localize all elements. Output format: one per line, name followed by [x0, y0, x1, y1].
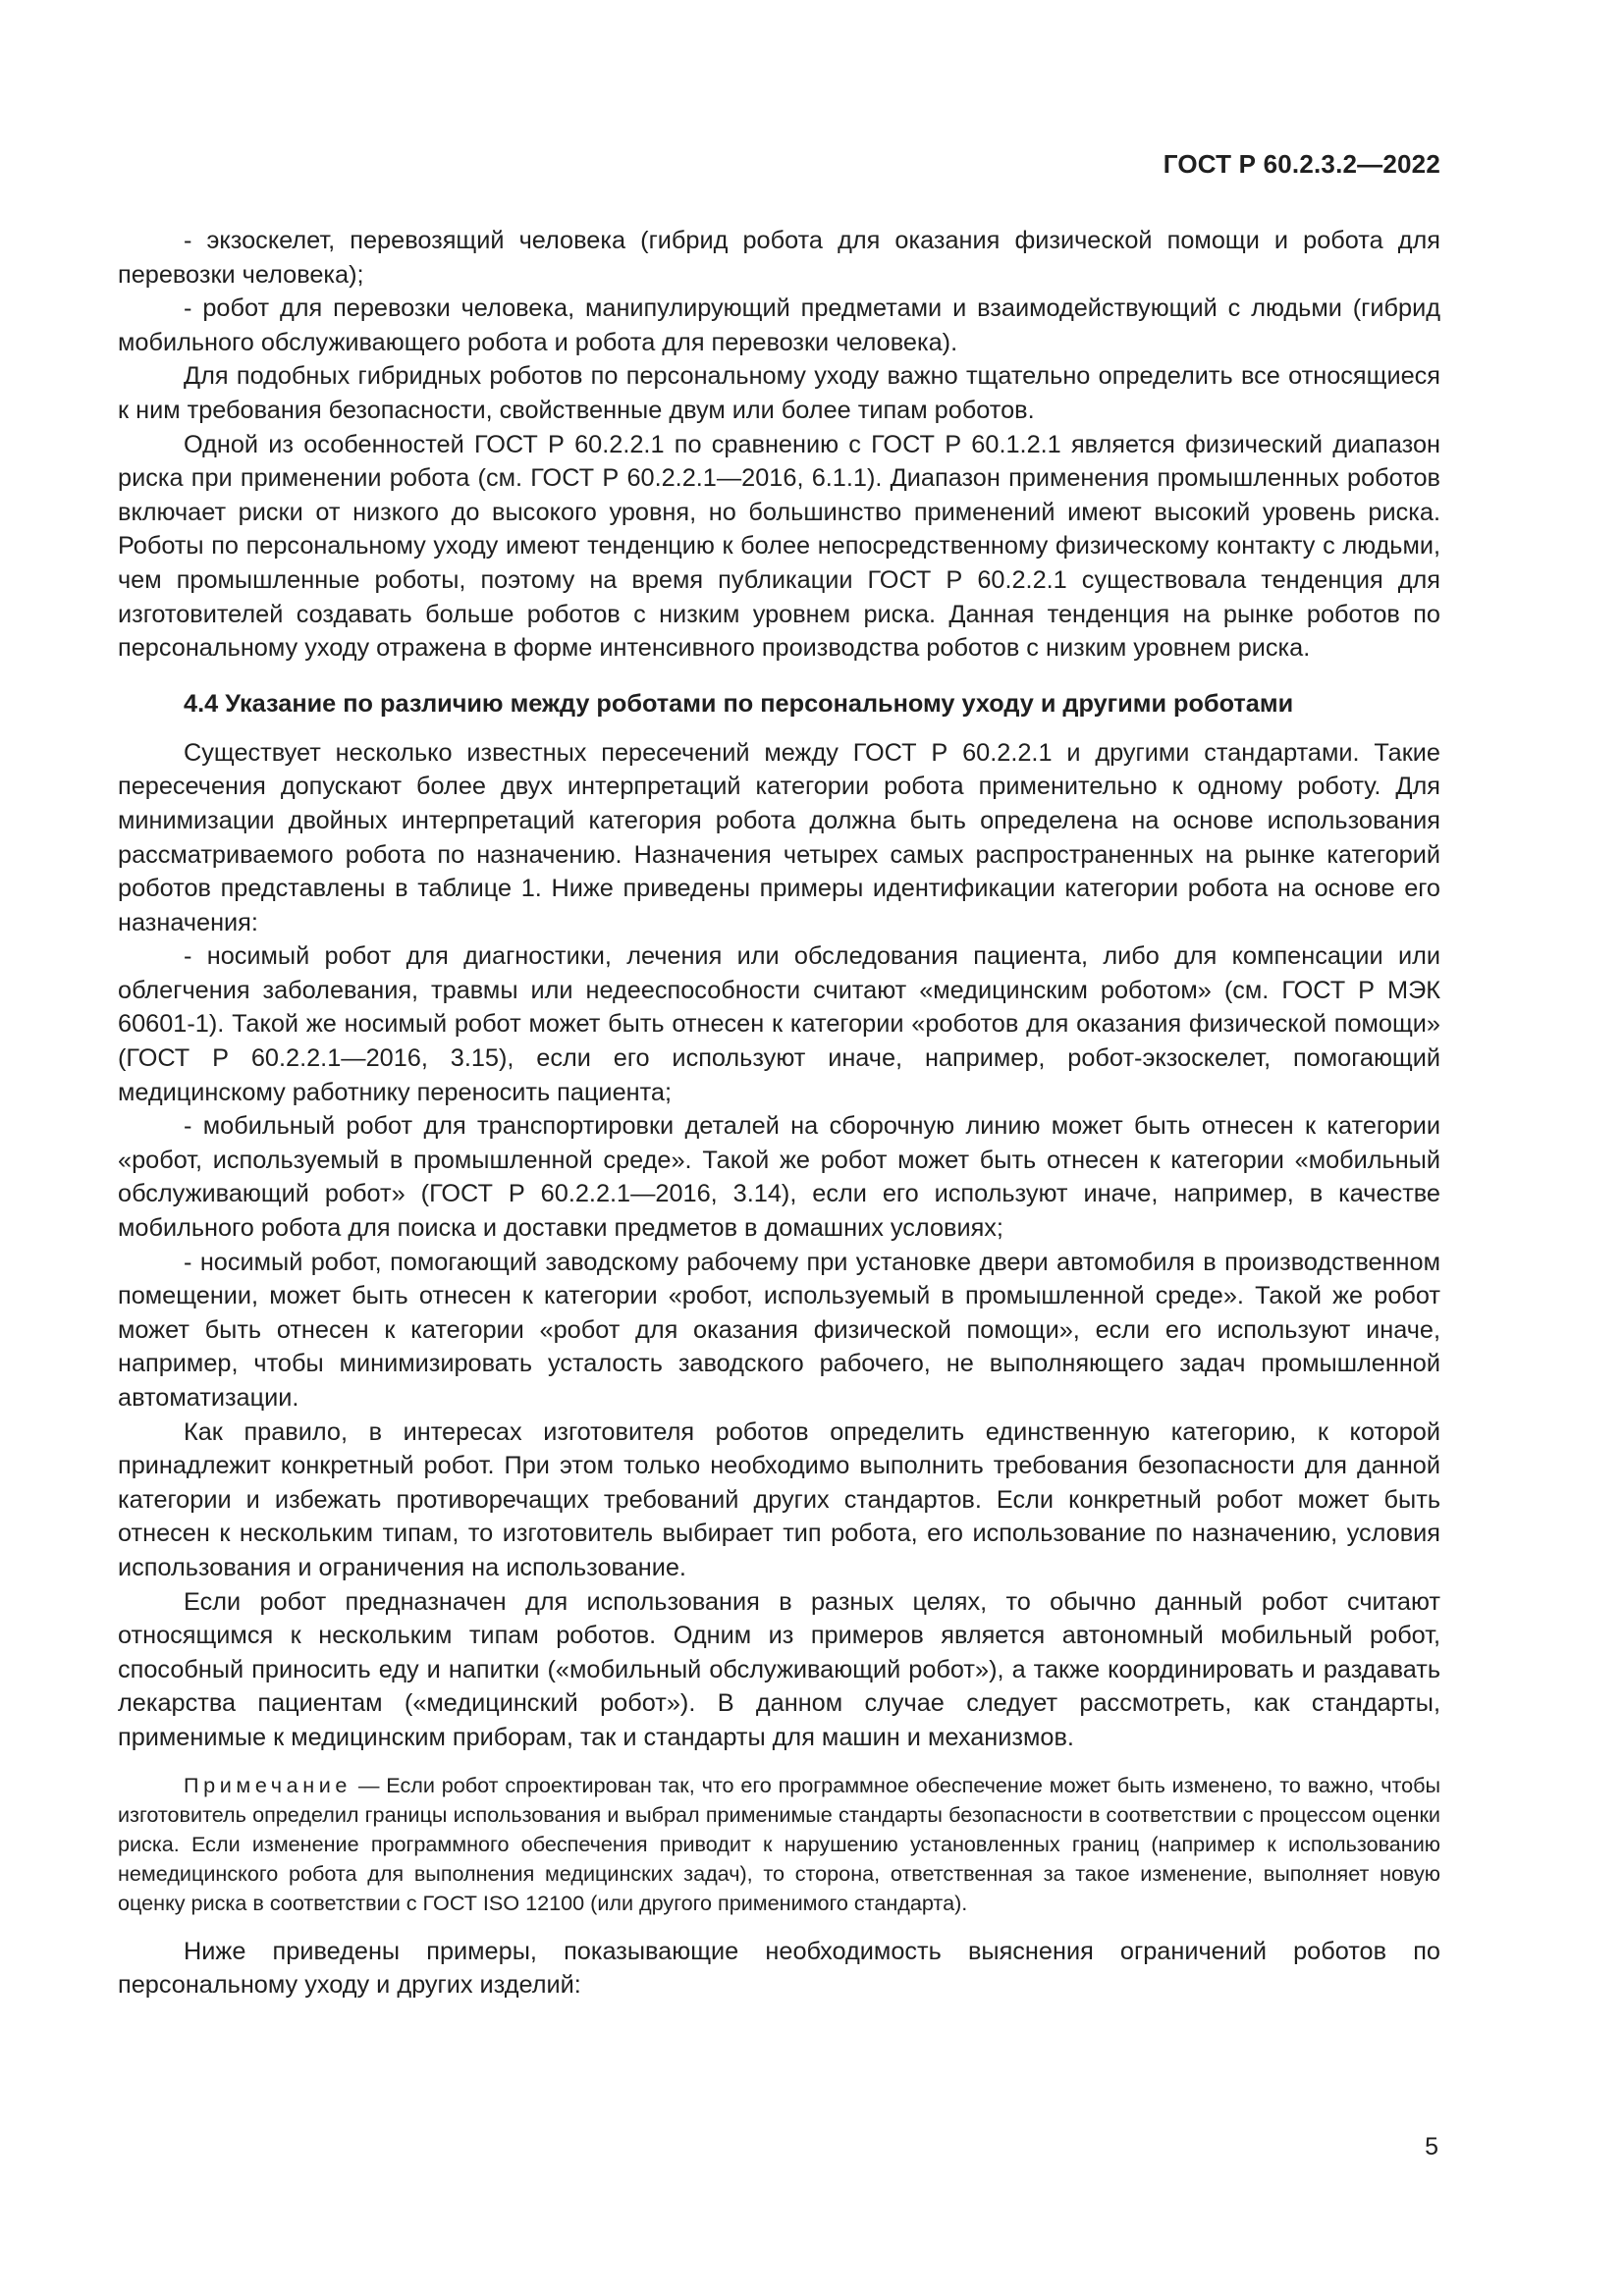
paragraph-closing: Ниже приведены примеры, показывающие необходимость выяснения ограничений роботов по персональному уходу и других изделий: — [118, 1937, 1440, 2000]
list-item-transport-robot: - робот для перевозки человека, манипулирующий предметами и взаимодействующий с людьми (гибрид мобильного обслуживающего робота и робота для перевозки человека). — [118, 294, 1440, 356]
section-heading: 4.4 Указание по различию между роботами по персональному уходу и другими роботами — [184, 689, 1294, 718]
list-item-wearable-medical: - носимый робот для диагностики, лечения или обследования пациента, либо для компенсации или облегчения заболевания, травмы или недееспособности считают «медицинским роботом» (см. ГОСТ Р МЭК 60601-1). Такой же носимый робот может быть отнесен к категории «роботов для оказания физической помощи» (ГОСТ Р 60.2.2.1—2016, 3.15), если его используют иначе, например, робот-экзоскелет, помогающий медицинскому работнику переносить пациента; — [118, 942, 1440, 1106]
note — [118, 1771, 1440, 1919]
note-text: — Если робот спроектирован так, что его программное обеспечение может быть изменено, то важно, чтобы изготовитель определил границы использования и выбрал применимые стандарты безопасности в соответствии с процессом оценки риска. Если изменение программного обеспечения приводит к нарушению установленных границ (например к использованию немедицинского робота для выполнения медицинских задач), то сторона, ответственная за такое изменение, выполняет новую оценку риска в соответствии с ГОСТ ISO 12100 (или другого применимого стандарта). — [118, 1772, 1440, 1916]
standard-id-header: ГОСТ Р 60.2.3.2—2022 — [1163, 149, 1440, 179]
document-body — [118, 224, 1440, 2002]
paragraph-overlaps: Существует несколько известных пересечений между ГОСТ Р 60.2.2.1 и другими стандартами. Такие пересечения допускают более двух интерпретаций категории робота применительно к одному роботу. Для минимизации двойных интерпретаций категория робота должна быть определена на основе использования рассматриваемого робота по назначению. Назначения четырех самых распространенных на рынке категорий роботов представлены в таблице 1. Ниже приведены примеры идентификации категории робота на основе его назначения: — [118, 738, 1440, 936]
page-number: 5 — [1425, 2133, 1438, 2161]
paragraph-single-category: Как правило, в интересах изготовителя роботов определить единственную категорию, к которой принадлежит конкретный робот. При этом только необходимо выполнить требования безопасности для данной категории и избежать противоречащих требований других стандартов. Если конкретный робот может быть отнесен к нескольким типам, то изготовитель выбирает тип робота, его использование по назначению, условия использования и ограничения на использование. — [118, 1417, 1440, 1581]
list-item-exoskeleton: - экзоскелет, перевозящий человека (гибрид робота для оказания физической помощи и робота для перевозки человека); — [118, 227, 1440, 289]
paragraph-hybrid-robots: Для подобных гибридных роботов по персональному уходу важно тщательно определить все относящиеся к ним требования безопасности, свойственные двум или более типам роботов. — [118, 362, 1440, 424]
note-label: Примечание — [184, 1772, 352, 1797]
paragraph-risk-range: Одной из особенностей ГОСТ Р 60.2.2.1 по сравнению с ГОСТ Р 60.1.2.1 является физический диапазон риска при применении робота (см. ГОСТ Р 60.2.2.1—2016, 6.1.1). Диапазон применения промышленных роботов включает риски от низкого до высокого уровня, но большинство применений имеют высокий уровень риска. Роботы по персональному уходу имеют тенденцию к более непосредственному физическому контакту с людьми, чем промышленные роботы, поэтому на время публикации ГОСТ Р 60.2.2.1 существовала тенденция для изготовителей создавать больше роботов с низким уровнем риска. Данная тенденция на рынке роботов по персональному уходу отражена в форме интенсивного производства роботов с низким уровнем риска. — [118, 430, 1440, 663]
paragraph-multi-purpose: Если робот предназначен для использования в разных целях, то обычно данный робот считают относящимся к нескольким типам роботов. Одним из примеров является автономный мобильный робот, способный приносить еду и напитки («мобильный обслуживающий робот»), а также координировать и раздавать лекарства пациентам («медицинский робот»). В данном случае следует рассмотреть, как стандарты, применимые к медицинским приборам, так и стандарты для машин и механизмов. — [118, 1587, 1440, 1751]
list-item-wearable-industrial: - носимый робот, помогающий заводскому рабочему при установке двери автомобиля в производственном помещении, может быть отнесен к категории «робот, используемый в промышленной среде». Такой же робот может быть отнесен к категории «робот для оказания физической помощи», если его используют иначе, например, чтобы минимизировать усталость заводского рабочего, не выполняющего задач промышленной автоматизации. — [118, 1248, 1440, 1412]
list-item-mobile-transport: - мобильный робот для транспортировки деталей на сборочную линию может быть отнесен к категории «робот, используемый в промышленной среде». Такой же робот может быть отнесен к категории «мобильный обслуживающий робот» (ГОСТ Р 60.2.2.1—2016, 3.14), если его используют иначе, например, в качестве мобильного робота для поиска и доставки предметов в домашних условиях; — [118, 1112, 1440, 1243]
